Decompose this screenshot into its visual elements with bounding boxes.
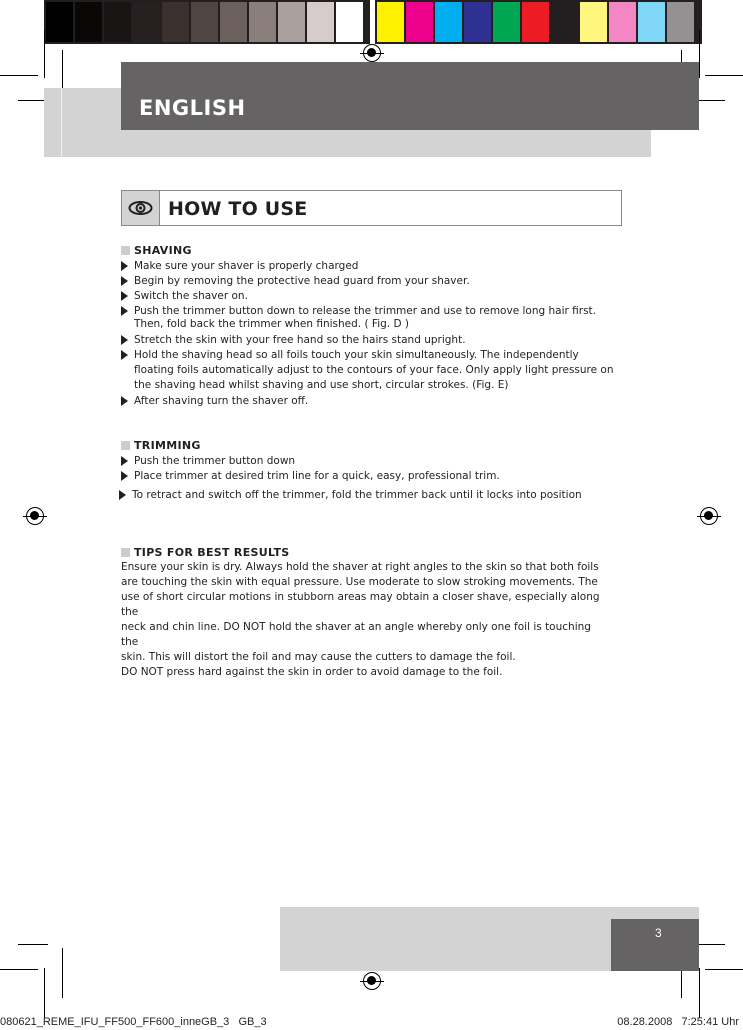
tips-heading: TIPS FOR BEST RESULTS (121, 546, 289, 559)
registration-mark-icon (363, 972, 381, 990)
color-swatch (522, 2, 549, 42)
list-item-text: Push the trimmer button down to release the trimmer and use to remove long hair first. (134, 305, 597, 317)
tips-line: skin. This will distort the foil and may cause the cutters to damage the foil. (121, 651, 516, 663)
list-item-text: the shaving head whilst shaving and use short, circular strokes. (Fig. E) (134, 379, 509, 391)
list-item-text: Then, fold back the trimmer when finished. ( Fig. D ) (134, 318, 409, 330)
color-swatch (464, 2, 491, 42)
trimming-heading: TRIMMING (121, 439, 201, 452)
gray-swatch (104, 2, 131, 42)
color-swatch (551, 2, 578, 42)
bullet-arrow-icon (121, 335, 128, 345)
page-number-box (611, 919, 699, 971)
tips-paragraph (121, 560, 611, 680)
crop-mark (695, 944, 725, 945)
tips-line: Ensure your skin is dry. Always hold the shaver at right angles to the skin so that both foils (121, 561, 599, 573)
bullet-arrow-icon (119, 490, 126, 500)
crop-mark (18, 944, 48, 945)
gray-swatch (75, 2, 102, 42)
page-number: 3 (655, 926, 662, 940)
tips-line: DO NOT press hard against the skin in order to avoid damage to the foil. (121, 666, 503, 678)
crop-mark (705, 75, 743, 76)
gray-swatch (162, 2, 189, 42)
gray-swatch (46, 2, 73, 42)
list-item-text: Stretch the skin with your free hand so the hairs stand upright. (134, 334, 466, 346)
bullet-arrow-icon (121, 291, 128, 301)
eye-icon (122, 191, 160, 225)
list-item-text: After shaving turn the shaver off. (134, 395, 309, 407)
list-item-text: floating foils automatically adjust to the contours of your face. Only apply light pressure on (134, 364, 614, 376)
list-item-text: Make sure your shaver is properly charged (134, 260, 359, 272)
list-item-text: Place trimmer at desired trim line for a quick, easy, professional trim. (134, 470, 500, 482)
color-swatch (435, 2, 462, 42)
gray-swatch (191, 2, 218, 42)
bullet-arrow-icon (121, 456, 128, 466)
crop-mark (62, 948, 63, 998)
list-item-text: Push the trimmer button down (134, 455, 296, 467)
color-swatch (493, 2, 520, 42)
gray-swatch (220, 2, 247, 42)
tips-line: neck and chin line. DO NOT hold the shaver at an angle whereby only one foil is touching the (121, 621, 591, 648)
crop-mark (695, 100, 725, 101)
gray-color-bar (44, 0, 370, 44)
color-swatch (667, 2, 694, 42)
crop-mark (0, 969, 38, 970)
divider (61, 88, 62, 157)
section-title: HOW TO USE (168, 198, 308, 220)
registration-mark-icon (363, 44, 381, 62)
crop-mark (699, 30, 700, 78)
list-item-text: Switch the shaver on. (134, 290, 248, 302)
bullet-arrow-icon (121, 350, 128, 360)
shaving-heading: SHAVING (121, 244, 192, 257)
list-item-text: To retract and switch off the trimmer, fold the trimmer back until it locks into position (132, 489, 582, 501)
crop-mark (44, 968, 45, 1018)
registration-mark-icon (26, 507, 44, 525)
gray-swatch (336, 2, 363, 42)
cmyk-color-bar (375, 0, 702, 44)
list-item-text: Hold the shaving head so all foils touch your skin simultaneously. The independently (134, 349, 579, 361)
color-swatch (580, 2, 607, 42)
gray-swatch (133, 2, 160, 42)
language-title: ENGLISH (139, 96, 246, 120)
print-timestamp: 08.28.2008 7:25:41 Uhr (617, 1016, 739, 1028)
color-swatch (609, 2, 636, 42)
list-item-text: Begin by removing the protective head guard from your shaver. (134, 275, 470, 287)
color-swatch (406, 2, 433, 42)
section-header (121, 190, 622, 226)
crop-mark (705, 969, 743, 970)
crop-mark (44, 30, 45, 78)
crop-mark (0, 75, 38, 76)
bullet-arrow-icon (121, 261, 128, 271)
bullet-arrow-icon (121, 396, 128, 406)
tips-line: use of short circular motions in stubborn areas may obtain a closer shave, especially along the (121, 591, 600, 618)
bullet-arrow-icon (121, 276, 128, 286)
registration-mark-icon (700, 507, 718, 525)
file-slug: 080621_REME_IFU_FF500_FF600_inneGB_3 GB_3 (0, 1016, 267, 1028)
color-swatch (638, 2, 665, 42)
bullet-arrow-icon (121, 306, 128, 316)
crop-mark (699, 968, 700, 1018)
gray-swatch (249, 2, 276, 42)
color-swatch (377, 2, 404, 42)
gray-swatch (307, 2, 334, 42)
tips-line: are touching the skin with equal pressure. Use moderate to slow stroking movements. The (121, 576, 598, 588)
bullet-arrow-icon (121, 471, 128, 481)
gray-swatch (278, 2, 305, 42)
